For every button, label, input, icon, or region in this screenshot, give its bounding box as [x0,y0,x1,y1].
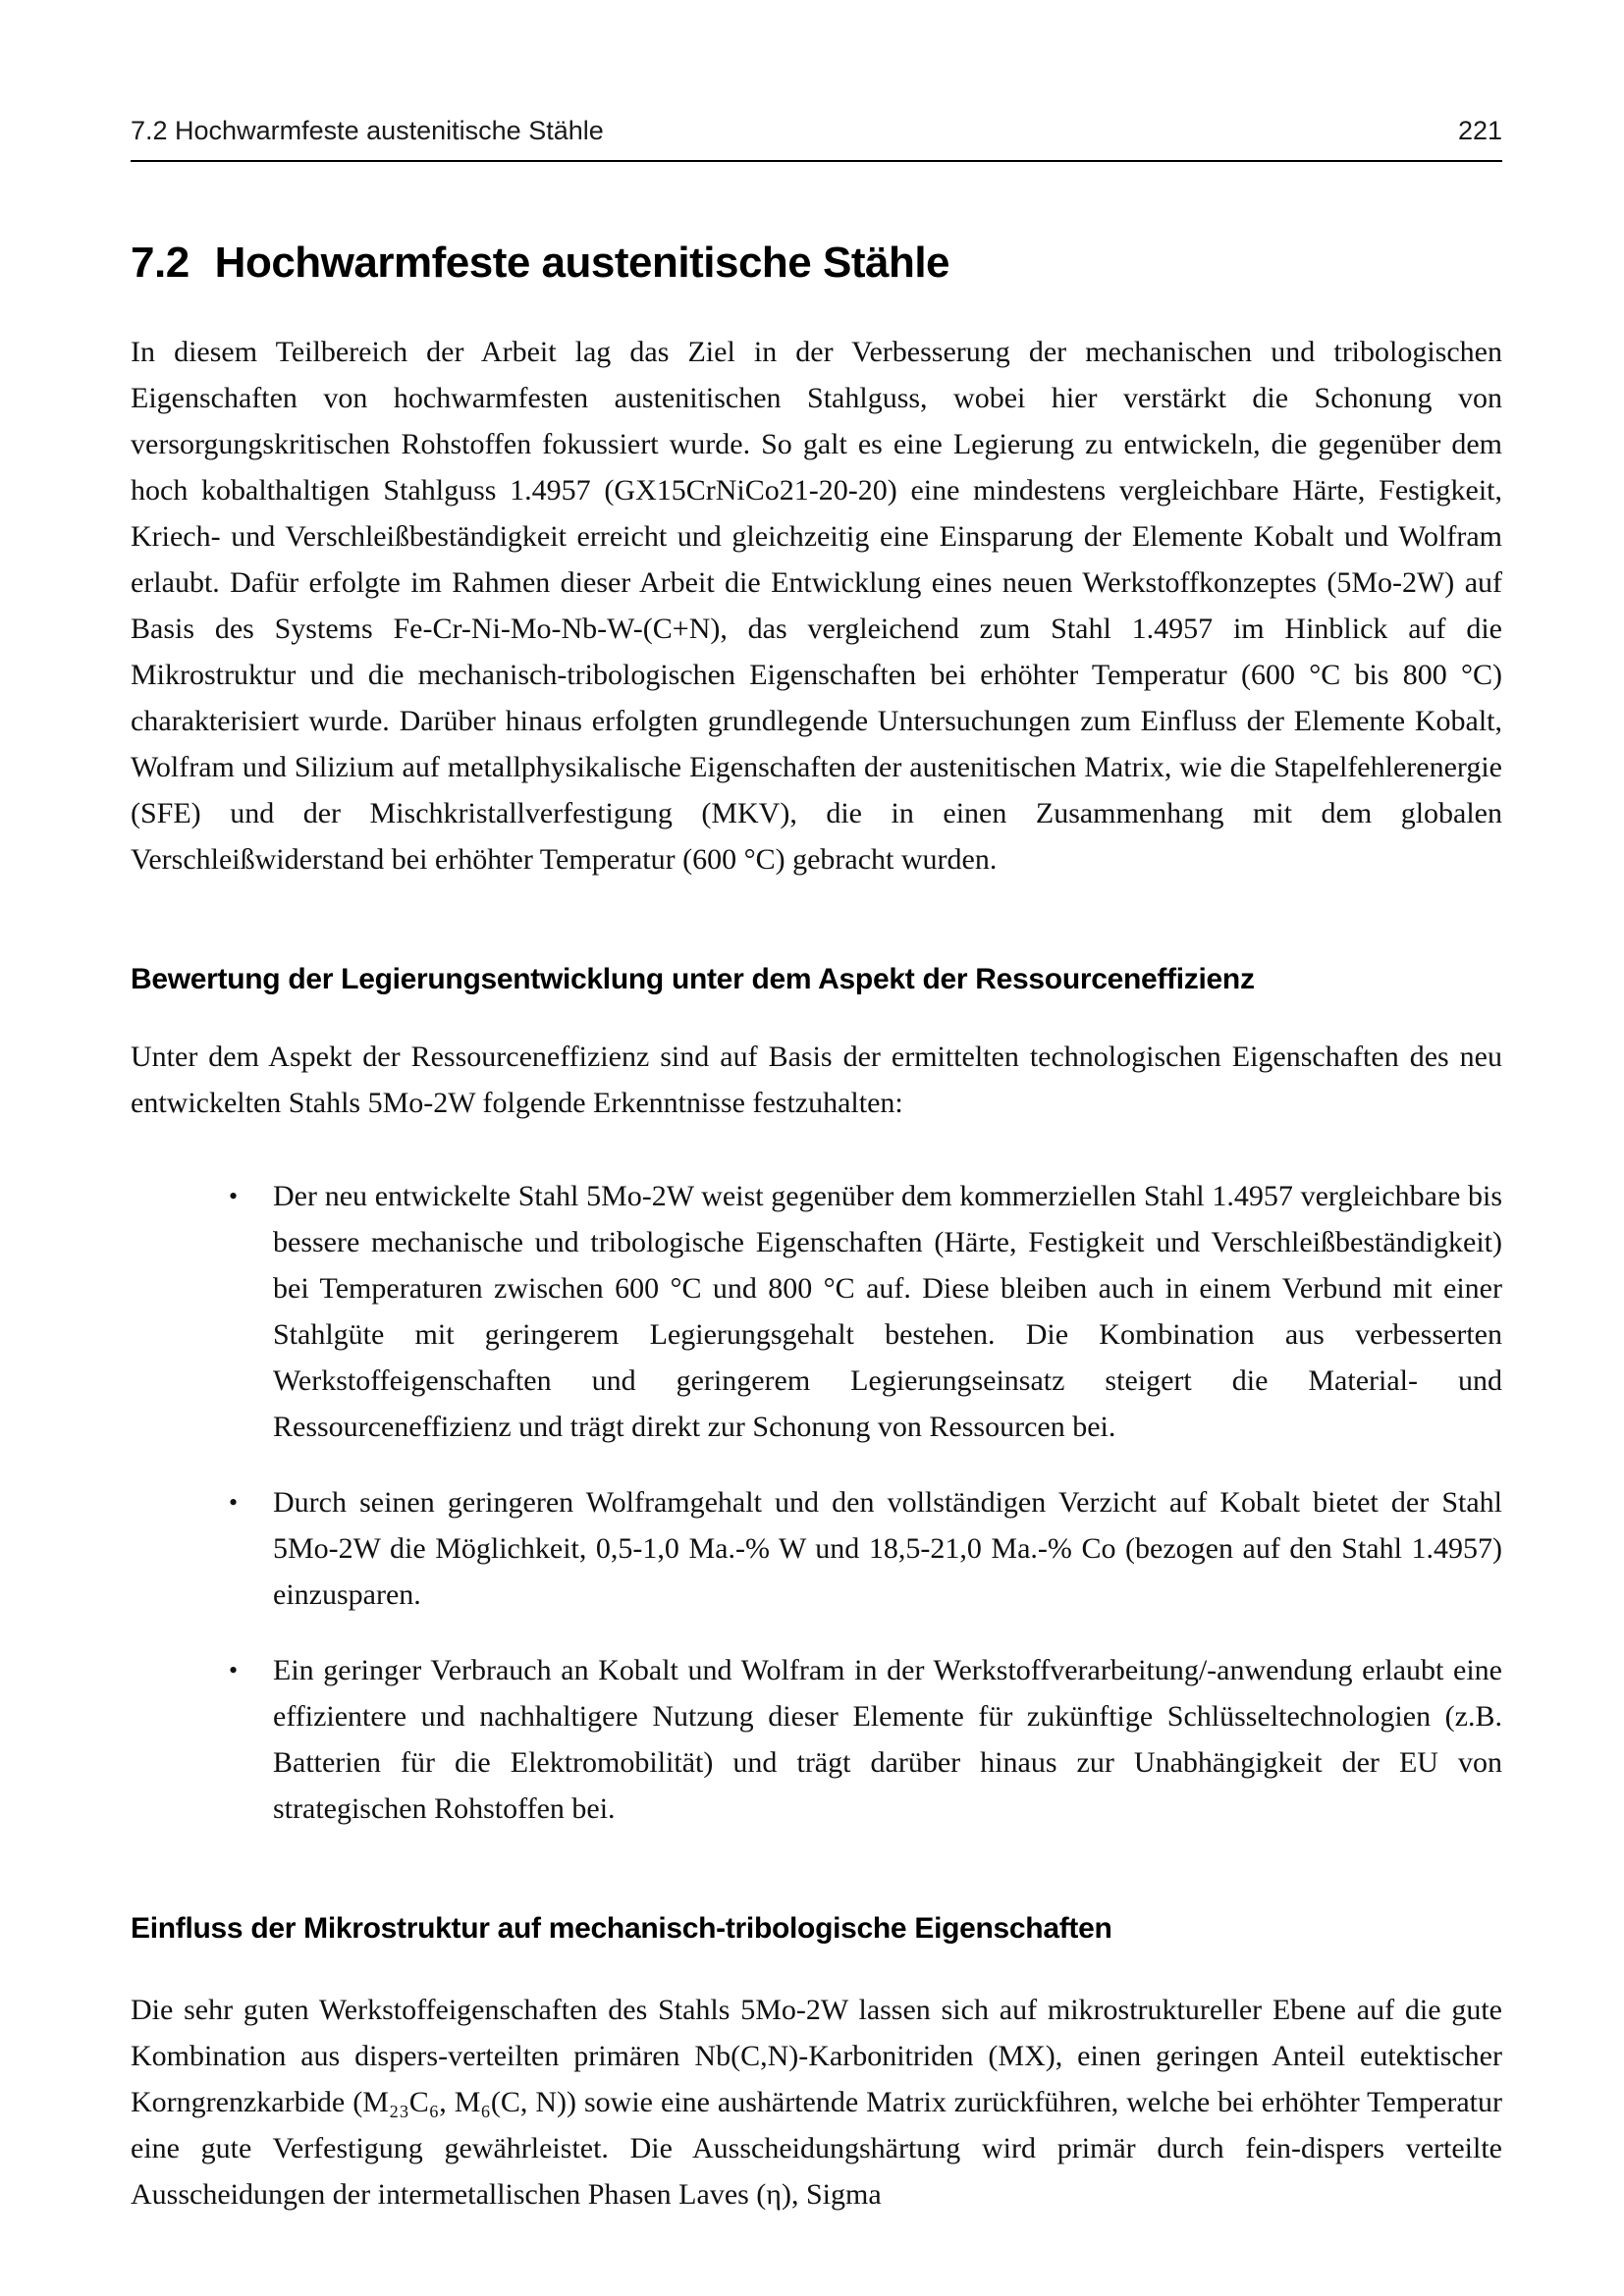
bullet-item-2 [131,1479,1502,1618]
content-column [131,0,1502,2217]
microstructure-paragraph: Die sehr guten Werkstoffeigenschaften des Stahls 5Mo-2W lassen sich auf mikrostruktureller Ebene auf die gute Kombination aus dispers-verteilten primären Nb(C,N)-Karbonitriden (MX), einen geringen Anteil eutektischer Korngrenzkarbide (M₂₃C₆, M₆(C, N)) sowie eine aushärtende Matrix zurückführen, welche bei erhöhter Temperatur eine gute Verfestigung gewährleistet. Die Ausscheidungshärtung wird primär durch fein-dispers verteilte Ausscheidungen der intermetallischen Phasen Laves (η), Sigma [131,1994,1502,2211]
section-title: Hochwarmfeste austenitische Stähle [214,239,950,287]
page-number: 221 [1457,116,1502,145]
bullet-icon: • [229,1656,239,1684]
bullet-icon: • [229,1182,239,1210]
running-header [131,116,1502,162]
bullet-item-1 [131,1173,1502,1450]
subsection-heading-resource-efficiency: Bewertung der Legierungsentwicklung unter dem Aspekt der Ressourceneffizienz [131,963,1255,995]
bullet-icon: • [229,1488,239,1517]
running-head-title: 7.2 Hochwarmfeste austenitische Stähle [131,116,604,145]
resource-bullet-list [131,1173,1502,1832]
bullet-item-text: Durch seinen geringeren Wolframgehalt und den vollständigen Verzicht auf Kobalt bietet der Stahl 5Mo-2W die Möglichkeit, 0,5-1,0 Ma.-% W und 18,5-21,0 Ma.-% Co (bezogen auf den Stahl 1.4957) einzusparen. [273,1486,1502,1611]
resource-lead-paragraph: Unter dem Aspekt der Ressourceneffizienz sind auf Basis der ermittelten technologischen Eigenschaften des neu entwickelten Stahls 5Mo-2W folgende Erkenntnisse festzuhalten: [131,1041,1502,1119]
intro-paragraph: In diesem Teilbereich der Arbeit lag das Ziel in der Verbesserung der mechanischen und tribologischen Eigenschaften von hochwarmfesten austenitischen Stahlguss, wobei hier verstärkt die Schonung von versorgungskritischen Rohstoffen fokussiert wurde. So galt es eine Legierung zu entwickeln, die gegenüber dem hoch kobalthaltigen Stahlguss 1.4957 (GX15CrNiCo21-20-20) eine mindestens vergleichbare Härte, Festigkeit, Kriech- und Verschleißbeständigkeit erreicht und gleichzeitig eine Einsparung der Elemente Kobalt und Wolfram erlaubt. Dafür erfolgte im Rahmen dieser Arbeit die Entwicklung eines neuen Werkstoffkonzeptes (5Mo-2W) auf Basis des Systems Fe-Cr-Ni-Mo-Nb-W-(C+N), das vergleichend zum Stahl 1.4957 im Hinblick auf die Mikrostruktur und die mechanisch-tribologischen Eigenschaften bei erhöhter Temperatur (600 °C bis 800 °C) charakterisiert wurde. Darüber hinaus erfolgten grundlegende Untersuchungen zum Einfluss der Elemente Kobalt, Wolfram und Silizium auf metallphysikalische Eigenschaften der austenitischen Matrix, wie die Stapelfehlerenergie (SFE) und der Mischkristallverfestigung (MKV), die in einen Zusammenhang mit dem globalen Verschleißwiderstand bei erhöhter Temperatur (600 °C) gebracht wurden. [131,336,1502,876]
subsection-heading-microstructure: Einfluss der Mikrostruktur auf mechanisch-tribologische Eigenschaften [131,1912,1112,1945]
section-heading [131,239,1502,288]
bullet-item-text: Der neu entwickelte Stahl 5Mo-2W weist gegenüber dem kommerziellen Stahl 1.4957 vergleichbare bis bessere mechanische und tribologische Eigenschaften (Härte, Festigkeit und Verschleißbeständigkeit) bei Temperaturen zwischen 600 °C und 800 °C auf. Diese bleiben auch in einem Verbund mit einer Stahlgüte mit geringerem Legierungsgehalt bestehen. Die Kombination aus verbesserten Werkstoffeigenschaften und geringerem Legierungseinsatz steigert die Material- und Ressourceneffizienz und trägt direkt zur Schonung von Ressourcen bei. [273,1180,1502,1443]
section-number: 7.2 [131,239,189,287]
bullet-item-text: Ein geringer Verbrauch an Kobalt und Wolfram in der Werkstoffverarbeitung/-anwendung erlaubt eine effizientere und nachhaltigere Nutzung dieser Elemente für zukünftige Schlüsseltechnologien (z.B. Batterien für die Elektromobilität) und trägt darüber hinaus zur Unabhängigkeit der EU von strategischen Rohstoffen bei. [273,1654,1502,1825]
bullet-item-3 [131,1647,1502,1832]
